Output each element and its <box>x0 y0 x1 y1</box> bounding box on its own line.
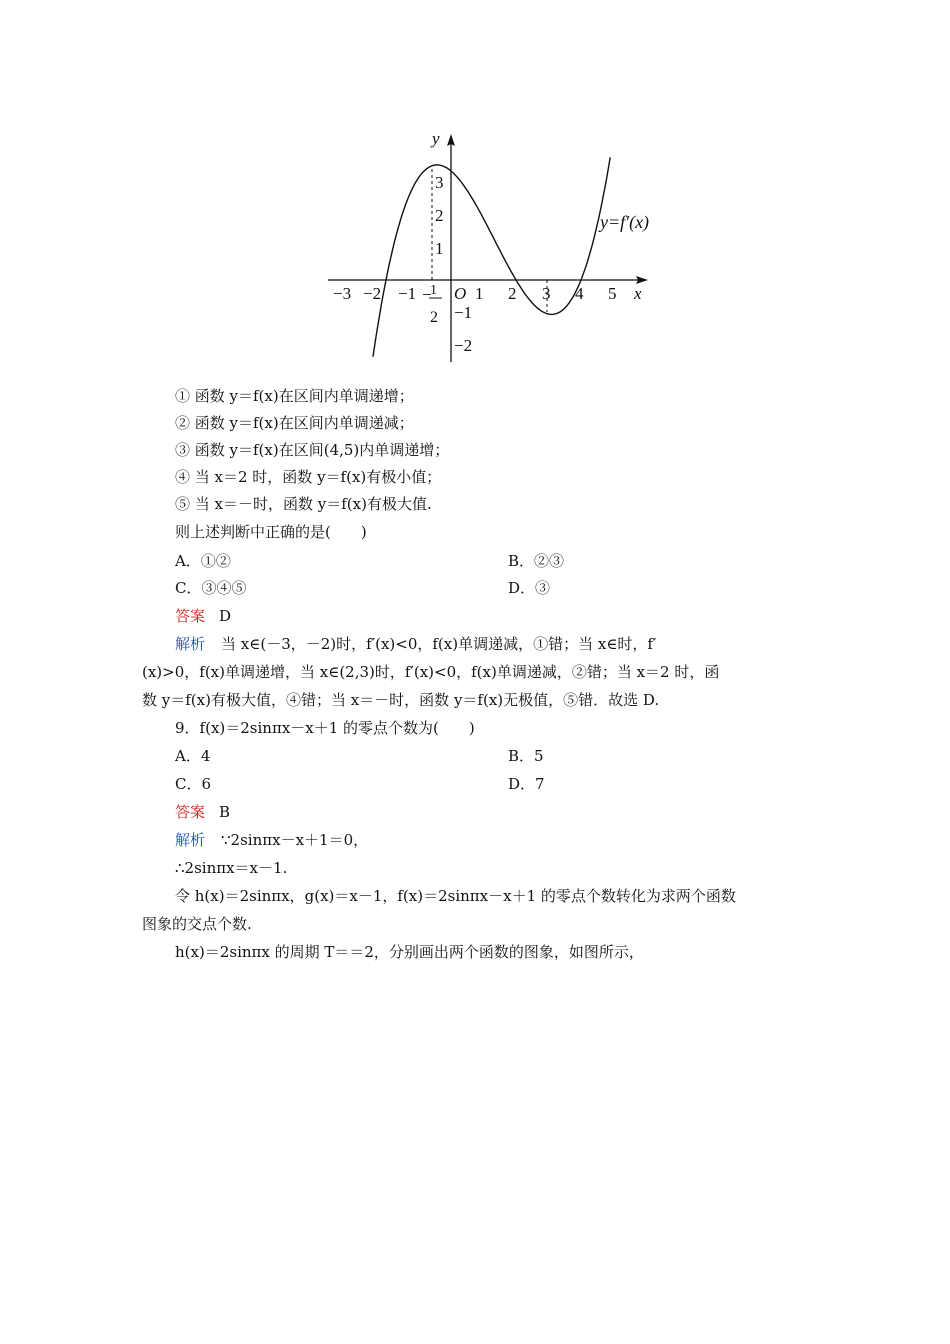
origin-label: O <box>454 284 467 303</box>
x-axis-label: x <box>634 284 642 303</box>
q9-analysis-line-3: 令 h(x)＝2sinπx，g(x)＝x－1，f(x)＝2sinπx－x＋1 的零点个数转化为求两个函数 <box>175 887 736 905</box>
y-tick-label: 2 <box>435 206 444 225</box>
q9-analysis-line-1 <box>175 830 368 850</box>
analysis-text: 当 x∈(－3，－2)时，f′(x)<0，f(x)单调递减，①错；当 x∈时，f′ <box>221 635 657 653</box>
answer-label: 答案 <box>175 607 206 625</box>
statement-4: ④ 当 x＝2 时，函数 y＝f(x)有极小值； <box>175 468 442 486</box>
q8-option-d: D．③ <box>508 579 551 597</box>
derivative-graph <box>318 122 668 372</box>
x-tick-label: 4 <box>575 284 584 303</box>
q9-option-b: B．5 <box>508 747 544 765</box>
q8-analysis-line-1 <box>175 634 656 654</box>
y-tick-label: −1 <box>454 303 473 322</box>
half-label-denominator: 2 <box>430 309 438 326</box>
x-tick-label: −1 <box>398 284 417 303</box>
answer-value: D <box>219 607 232 625</box>
q9-analysis-line-5: h(x)＝2sinπx 的周期 T＝＝2，分别画出两个函数的图象，如图所示， <box>175 943 644 961</box>
half-label-numerator: 1 <box>430 283 437 298</box>
q8-option-c: C．③④⑤ <box>175 579 247 597</box>
q8-analysis-line-2: (x)>0，f(x)单调递增，当 x∈(2,3)时，f′(x)<0，f(x)单调递减，②错；当 x＝2 时，函 <box>142 663 720 681</box>
statement-2: ② 函数 y＝f(x)在区间内单调递减； <box>175 414 414 432</box>
x-tick-label: −2 <box>363 284 382 303</box>
statement-1: ① 函数 y＝f(x)在区间内单调递增； <box>175 387 414 405</box>
q9-option-d: D．7 <box>508 775 545 793</box>
analysis-label: 解析 <box>175 635 206 653</box>
analysis-text: ∵2sinπx－x＋1＝0， <box>221 831 369 849</box>
answer-label: 答案 <box>175 803 206 821</box>
statement-5: ⑤ 当 x＝－时，函数 y＝f(x)有极大值. <box>175 495 432 513</box>
x-tick-label: 1 <box>475 284 484 303</box>
y-tick-label: 1 <box>435 239 444 258</box>
y-axis-label: y <box>432 129 440 148</box>
question-8-prompt: 则上述判断中正确的是( ) <box>175 523 367 541</box>
half-label-minus: − <box>422 285 432 304</box>
q8-option-a: A．①② <box>175 552 231 570</box>
x-tick-label: 2 <box>508 284 517 303</box>
y-tick-label: −2 <box>454 336 473 355</box>
answer-value: B <box>219 803 231 821</box>
x-tick-label: 5 <box>608 284 617 303</box>
q9-option-c: C．6 <box>175 775 212 793</box>
curve-label: y=f′(x) <box>600 212 650 232</box>
question-9-prompt: 9．f(x)＝2sinπx－x＋1 的零点个数为( ) <box>175 719 475 737</box>
q9-option-a: A．4 <box>175 747 211 765</box>
q8-analysis-line-3: 数 y＝f(x)有极大值，④错；当 x＝－时，函数 y＝f(x)无极值，⑤错．故选 D. <box>142 691 660 709</box>
x-tick-label: −3 <box>333 284 352 303</box>
q8-answer <box>175 606 231 626</box>
x-tick-label: 3 <box>542 284 551 303</box>
analysis-label: 解析 <box>175 831 206 849</box>
statement-3: ③ 函数 y＝f(x)在区间(4,5)内单调递增； <box>175 441 450 459</box>
q8-option-b: B．②③ <box>508 552 565 570</box>
q9-answer <box>175 802 230 822</box>
q9-analysis-line-2: ∴2sinπx＝x－1. <box>175 859 288 877</box>
q9-analysis-line-4: 图象的交点个数. <box>142 915 252 933</box>
derivative-curve <box>373 157 610 356</box>
y-tick-label: 3 <box>435 173 444 192</box>
